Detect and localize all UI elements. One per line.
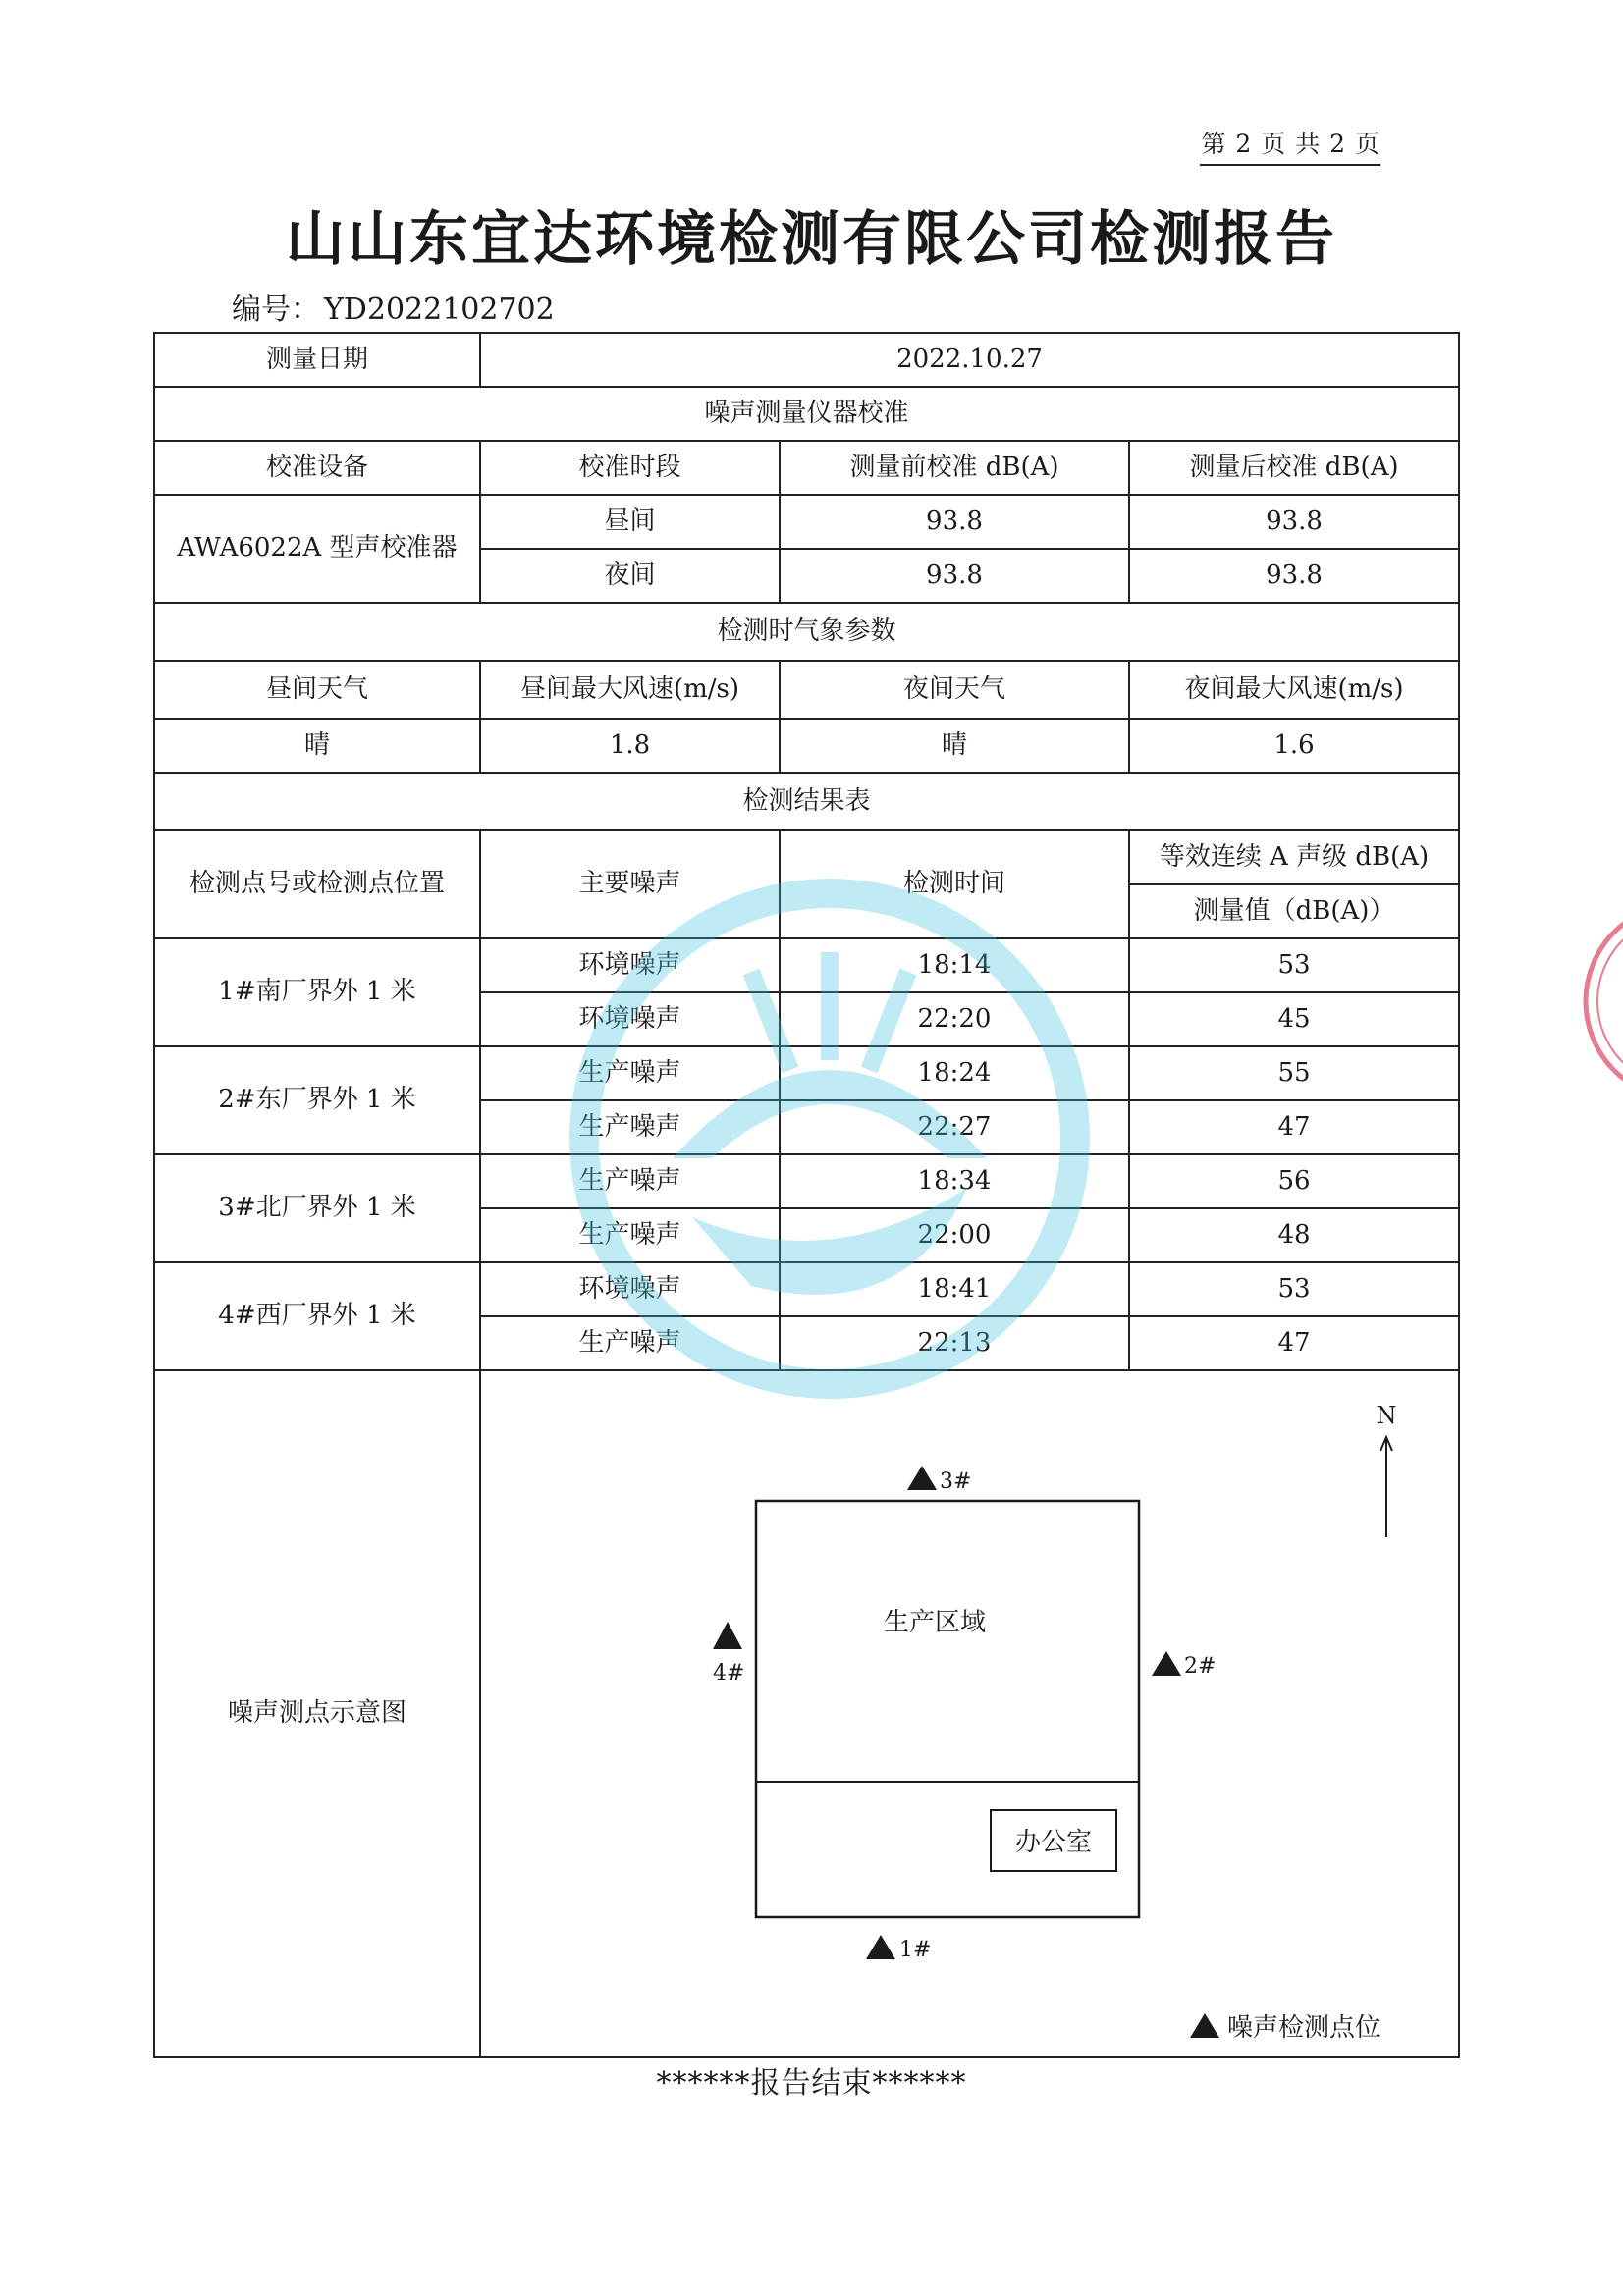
measure-time: 22:27 (780, 1100, 1129, 1154)
results-header-row (154, 830, 1459, 884)
report-end-mark: ******报告结束****** (656, 2066, 967, 2101)
official-seal-stamp (1561, 888, 1623, 1114)
calibration-after: 93.8 (1129, 549, 1459, 603)
noise-type: 生产噪声 (480, 1100, 780, 1154)
diagram-row (154, 1370, 1459, 2057)
diagram-area (480, 1370, 1459, 2057)
noise-type: 环境噪声 (480, 938, 780, 992)
table-row (154, 1046, 1459, 1100)
measure-time: 18:14 (780, 938, 1129, 992)
results-section-row (154, 773, 1459, 830)
weather-header: 夜间最大风速(m/s) (1129, 661, 1459, 719)
triangle-icon (713, 1622, 742, 1649)
point-4-label: 4# (713, 1661, 745, 1685)
noise-type: 生产噪声 (480, 1208, 780, 1262)
triangle-icon (907, 1466, 937, 1490)
point-2-label: 2# (1184, 1654, 1217, 1679)
weather-value: 1.6 (1129, 719, 1459, 773)
measure-value: 47 (1129, 1316, 1459, 1370)
weather-header-row (154, 661, 1459, 719)
calibration-before: 93.8 (780, 495, 1129, 549)
measure-value: 55 (1129, 1046, 1459, 1100)
measure-value: 48 (1129, 1208, 1459, 1262)
calibration-header-period: 校准时段 (480, 441, 780, 495)
weather-header: 昼间天气 (154, 661, 480, 719)
weather-value: 晴 (154, 719, 480, 773)
measure-time: 22:13 (780, 1316, 1129, 1370)
triangle-icon (866, 1935, 895, 1959)
point-1-marker (866, 1935, 931, 1962)
measure-time: 18:34 (780, 1154, 1129, 1208)
page-number: 第 2 页 共 2 页 (1200, 125, 1380, 166)
results-header-point: 检测点号或检测点位置 (154, 830, 480, 938)
noise-type: 环境噪声 (480, 992, 780, 1046)
point-name: 3#北厂界外 1 米 (154, 1154, 480, 1262)
office-label: 办公室 (1014, 1828, 1093, 1857)
table-row (154, 1262, 1459, 1316)
legend (1190, 2013, 1380, 2043)
calibration-before: 93.8 (780, 549, 1129, 603)
measure-date-row (154, 333, 1459, 387)
point-3-marker (907, 1466, 971, 1494)
weather-value: 1.8 (480, 719, 780, 773)
production-area-label: 生产区域 (883, 1608, 987, 1637)
calibration-header-before: 测量前校准 dB(A) (780, 441, 1129, 495)
legend-label: 噪声检测点位 (1227, 2013, 1381, 2043)
triangle-icon (1190, 2013, 1219, 2038)
calibration-after: 93.8 (1129, 495, 1459, 549)
measure-value: 56 (1129, 1154, 1459, 1208)
weather-section-row (154, 603, 1459, 661)
point-3-label: 3# (940, 1469, 972, 1494)
table-row (154, 938, 1459, 992)
point-name: 1#南厂界外 1 米 (154, 938, 480, 1046)
calibration-header-after: 测量后校准 dB(A) (1129, 441, 1459, 495)
weather-header: 昼间最大风速(m/s) (480, 661, 780, 719)
measure-value: 53 (1129, 938, 1459, 992)
measure-time: 22:20 (780, 992, 1129, 1046)
calibration-device: AWA6022A 型声校准器 (154, 495, 480, 603)
results-header-measured: 测量值（dB(A)） (1129, 884, 1459, 938)
table-row (154, 1154, 1459, 1208)
measure-time: 18:24 (780, 1046, 1129, 1100)
point-name: 2#东厂界外 1 米 (154, 1046, 480, 1154)
noise-type: 生产噪声 (480, 1046, 780, 1100)
measure-time: 18:41 (780, 1262, 1129, 1316)
noise-point-diagram (481, 1372, 1458, 2056)
report-table (153, 332, 1460, 2058)
north-arrow-icon (1380, 1437, 1392, 1537)
results-section-title: 检测结果表 (154, 773, 1459, 830)
point-name: 4#西厂界外 1 米 (154, 1262, 480, 1370)
calibration-row (154, 495, 1459, 549)
noise-type: 生产噪声 (480, 1316, 780, 1370)
calibration-period: 夜间 (480, 549, 780, 603)
results-header-leq: 等效连续 A 声级 dB(A) (1129, 830, 1459, 884)
results-header-time: 检测时间 (780, 830, 1129, 938)
measure-value: 47 (1129, 1100, 1459, 1154)
weather-value-row (154, 719, 1459, 773)
point-1-label: 1# (899, 1938, 932, 1962)
weather-header: 夜间天气 (780, 661, 1129, 719)
measure-date-value: 2022.10.27 (480, 333, 1459, 387)
measure-date-label: 测量日期 (154, 333, 480, 387)
calibration-period: 昼间 (480, 495, 780, 549)
report-number (228, 285, 555, 328)
point-2-marker (1152, 1651, 1216, 1679)
measure-value: 45 (1129, 992, 1459, 1046)
point-4-marker (713, 1622, 744, 1685)
north-label: N (1376, 1402, 1397, 1429)
calibration-header-device: 校准设备 (154, 441, 480, 495)
measure-value: 53 (1129, 1262, 1459, 1316)
calibration-header-row (154, 441, 1459, 495)
weather-value: 晴 (780, 719, 1129, 773)
noise-type: 环境噪声 (480, 1262, 780, 1316)
calibration-section-title: 噪声测量仪器校准 (154, 387, 1459, 441)
report-number-label: 编号： (232, 293, 320, 327)
weather-section-title: 检测时气象参数 (154, 603, 1459, 661)
measure-time: 22:00 (780, 1208, 1129, 1262)
results-header-noise: 主要噪声 (480, 830, 780, 938)
diagram-label: 噪声测点示意图 (154, 1370, 480, 2057)
report-number-value: YD2022102702 (324, 293, 555, 327)
calibration-section-row (154, 387, 1459, 441)
noise-type: 生产噪声 (480, 1154, 780, 1208)
report-title: 山山东宜达环境检测有限公司检测报告 (286, 205, 1337, 274)
triangle-icon (1152, 1651, 1181, 1676)
